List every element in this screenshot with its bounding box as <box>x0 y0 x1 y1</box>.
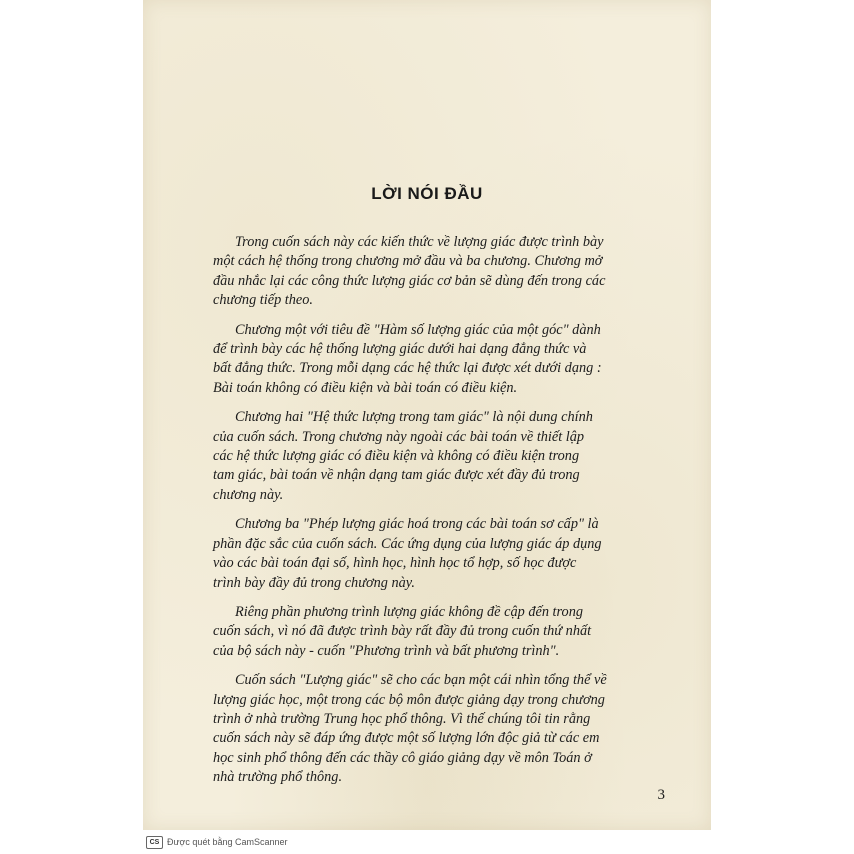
text-line: Chương hai "Hệ thức lượng trong tam giác" là nội dung chính <box>235 409 593 426</box>
text-line: nhà trường phổ thông. <box>213 769 343 786</box>
paragraph <box>213 671 649 787</box>
text-line: Riêng phần phương trình lượng giác không đề cập đến trong <box>235 603 583 620</box>
text-line: cuốn sách, vì nó đã được trình bày rất đầy đủ trong cuốn thứ nhất <box>213 623 592 640</box>
scan-watermark <box>146 835 288 849</box>
paragraph <box>213 233 649 311</box>
paragraph <box>213 603 649 661</box>
text-line: cuốn sách này sẽ đáp ứng được một số lượng lớn độc giả từ các em <box>213 730 600 747</box>
text-line: trình bày đầy đủ trong chương này. <box>213 574 415 591</box>
camscanner-icon: CS <box>146 836 163 849</box>
paragraph <box>213 515 649 593</box>
text-line: của bộ sách này - cuốn "Phương trình và bất phương trình". <box>213 642 560 659</box>
watermark-text: Được quét bằng CamScanner <box>167 837 288 847</box>
text-line: một cách hệ thống trong chương mở đầu và ba chương. Chương mở <box>213 253 603 270</box>
paragraph <box>213 321 649 399</box>
text-line: Chương ba "Phép lượng giác hoá trong các bài toán sơ cấp" là <box>235 516 599 533</box>
text-line: phần đặc sắc của cuốn sách. Các ứng dụng của lượng giác áp dụng <box>213 535 602 552</box>
text-line: của cuốn sách. Trong chương này ngoài các bài toán về thiết lập <box>213 428 585 445</box>
text-line: để trình bày các hệ thống lượng giác dưới hai dạng đẳng thức và <box>213 341 587 358</box>
text-line: Chương một với tiêu đề "Hàm số lượng giác của một góc" dành <box>235 321 601 338</box>
text-line: Bài toán không có điều kiện và bài toán có điều kiện. <box>213 379 518 396</box>
text-line: chương tiếp theo. <box>213 292 313 309</box>
text-line: đầu nhắc lại các công thức lượng giác cơ bản sẽ dùng đến trong các <box>213 272 606 289</box>
page-title: LỜI NÓI ĐẦU <box>371 184 483 203</box>
paragraph <box>213 408 649 505</box>
text-line: tam giác, bài toán về nhận dạng tam giác được xét đầy đủ trong <box>213 467 580 484</box>
preface-body <box>213 233 649 798</box>
book-page <box>143 0 711 830</box>
text-line: học sinh phổ thông đến các thầy cô giáo giảng dạy về môn Toán ở <box>213 749 592 766</box>
text-line: Cuốn sách "Lượng giác" sẽ cho các bạn một cái nhìn tổng thể về <box>235 672 607 689</box>
page-number: 3 <box>657 787 665 803</box>
text-line: vào các bài toán đại số, hình học, hình học tổ hợp, số học được <box>213 555 577 572</box>
text-line: các hệ thức lượng giác có điều kiện và không có điều kiện trong <box>213 448 580 465</box>
text-line: Trong cuốn sách này các kiến thức về lượng giác được trình bày <box>235 234 604 250</box>
text-line: trình ở nhà trường Trung học phổ thông. Vì thế chúng tôi tin rằng <box>213 710 591 727</box>
text-line: bất đẳng thức. Trong mỗi dạng các hệ thức lại được xét dưới dạng : <box>213 360 602 377</box>
text-line: chương này. <box>213 486 284 503</box>
text-line: lượng giác học, một trong các bộ môn được giảng dạy trong chương <box>213 691 605 708</box>
